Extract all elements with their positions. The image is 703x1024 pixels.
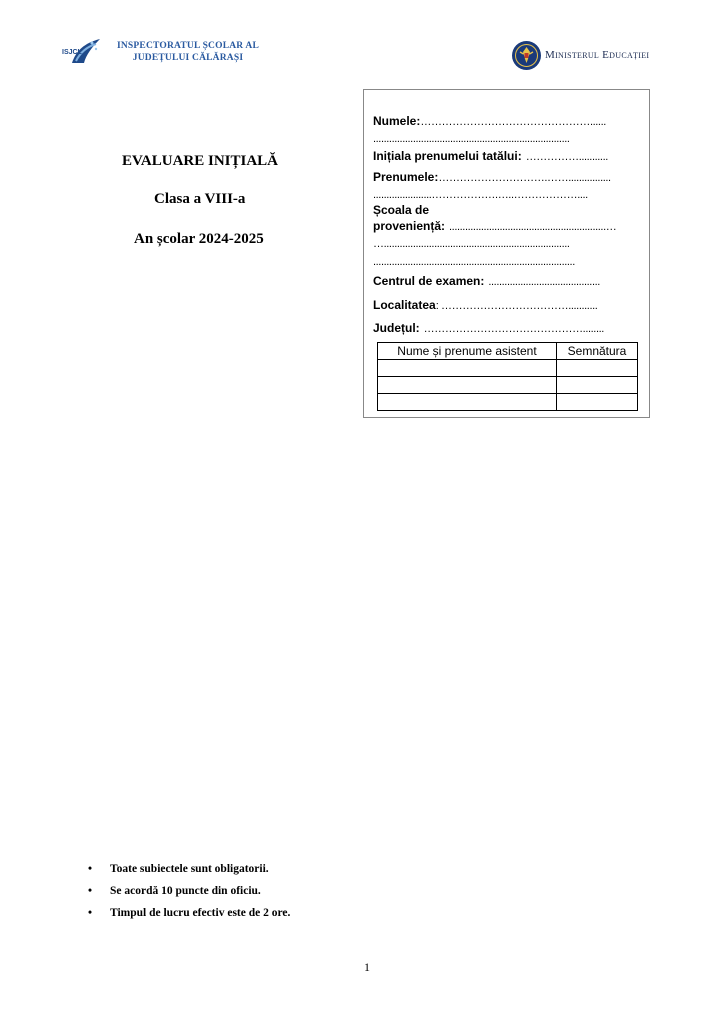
numele-field-2[interactable]: .......................................................................... [373, 133, 570, 145]
assistant-table-header [378, 343, 638, 360]
isj-name-line2: JUDEȚULUI CĂLĂRAȘI [132, 53, 244, 63]
table-row [378, 394, 638, 411]
table-row [378, 360, 638, 377]
school-year-title: An școlar 2024-2025 [134, 231, 264, 247]
class-title: Clasa a VIII-a [154, 191, 246, 207]
numele-field[interactable]: …………………………………………...... [420, 116, 606, 128]
bullet-icon: • [88, 863, 93, 875]
bullet-icon: • [88, 907, 93, 919]
exam-title: EVALUARE INIȚIALĂ [122, 153, 279, 169]
prenumele-label: Prenumele: [373, 170, 439, 184]
rule-text: Se acordă 10 puncte din oficiu. [110, 885, 261, 897]
assistant-name-header: Nume și prenume asistent [378, 343, 557, 360]
exam-rules-list [88, 863, 290, 929]
centru-field[interactable]: .......................................... [488, 276, 600, 288]
identification-box [363, 89, 650, 418]
initiala-field[interactable]: ……………........... [525, 151, 608, 163]
list-item [88, 863, 290, 885]
ministry-seal-icon [511, 40, 542, 71]
signature-header: Semnătura [557, 343, 638, 360]
isj-logo [62, 37, 102, 65]
bullet-icon: • [88, 885, 93, 897]
centru-label: Centrul de examen: [373, 274, 485, 288]
scoala-row-3 [373, 234, 645, 252]
localitatea-row [373, 296, 645, 314]
list-item [88, 885, 290, 907]
ministry-name: Ministerul Educației [545, 49, 650, 61]
numele-row-2 [373, 129, 645, 147]
page-number: 1 [364, 960, 370, 974]
localitatea-field[interactable]: : ………………………………........... [435, 300, 598, 312]
numele-row [373, 112, 645, 130]
scoala-field[interactable]: ...........................................................… [449, 221, 617, 233]
scoala-row-2 [373, 217, 645, 235]
assistant-table [377, 342, 638, 411]
initiala-label: Inițiala prenumelui tatălui: [373, 149, 522, 163]
rule-text: Toate subiectele sunt obligatorii. [110, 863, 269, 875]
judetul-field[interactable]: ………………………………………........ [423, 323, 604, 335]
signature-cell[interactable] [557, 394, 638, 411]
localitatea-label: Localitatea [373, 298, 436, 312]
scoala-field-2[interactable]: …...................................................................... [373, 238, 570, 250]
list-item [88, 907, 290, 929]
isj-logo-text: ISJCL [62, 49, 82, 56]
initiala-row [373, 147, 645, 165]
assistant-name-cell[interactable] [378, 360, 557, 377]
scoala-field-3[interactable]: ............................................................................ [373, 256, 575, 268]
numele-label: Numele: [373, 114, 421, 128]
rule-text: Timpul de lucru efectiv este de 2 ore. [110, 907, 291, 919]
prenumele-row [373, 168, 645, 186]
signature-cell[interactable] [557, 377, 638, 394]
scoala-row-4 [373, 252, 645, 270]
scoala-label-1: Școala de [373, 203, 430, 217]
judetul-row [373, 319, 645, 337]
centru-row [373, 272, 645, 290]
isj-name-line1: INSPECTORATUL ȘCOLAR AL [116, 41, 260, 51]
assistant-name-cell[interactable] [378, 394, 557, 411]
scoala-label-2: proveniență: [373, 219, 446, 233]
table-row [378, 377, 638, 394]
signature-cell[interactable] [557, 360, 638, 377]
prenumele-field[interactable]: ………………………….……................ [438, 172, 611, 184]
isj-name [108, 40, 268, 64]
prenumele-field-2[interactable]: ......................……………….…..……………….... [373, 189, 588, 201]
judetul-label: Județul: [373, 321, 420, 335]
assistant-name-cell[interactable] [378, 377, 557, 394]
